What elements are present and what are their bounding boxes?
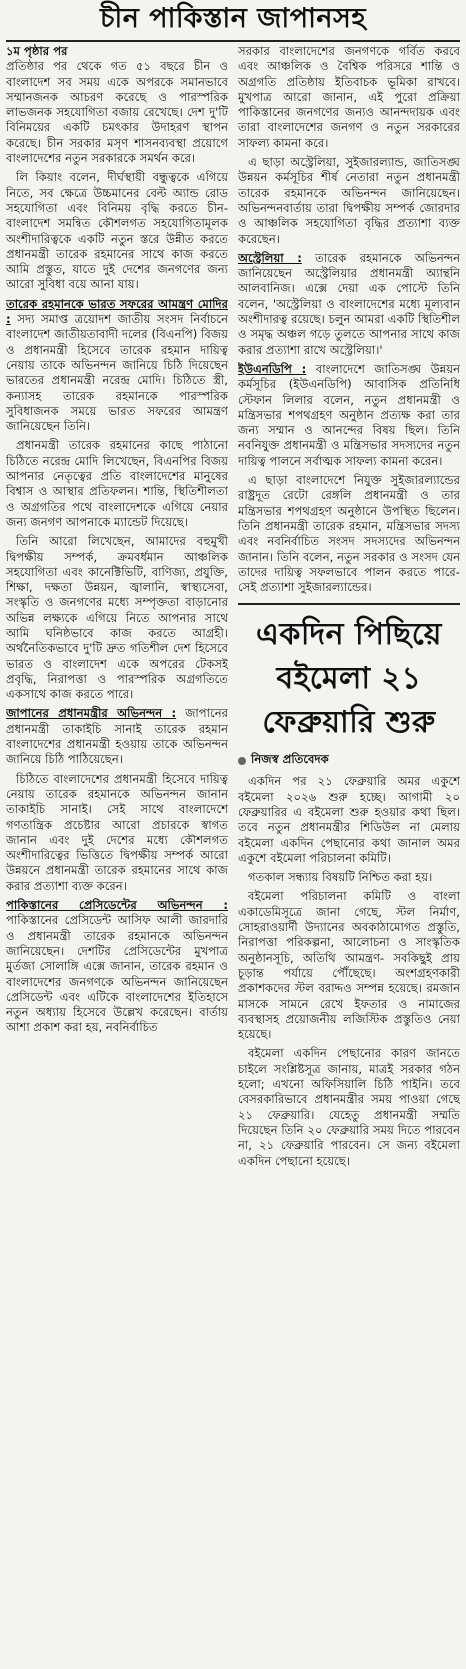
secondary-headline-box xyxy=(238,603,460,745)
article-columns xyxy=(6,44,460,1669)
paragraph-text: বাংলাদেশে জাতিসঙ্ঘ উন্নয়ন কর্মসূচির (ইউএনডিপি) আবাসিক প্রতিনিধি স্টেফান লিলার বলেন, নতুন প্রধানমন্ত্রী ও মন্ত্রিসভার শপথগ্রহণ অনুষ্ঠান প্রত্যক্ষ করা তার জন্য সম্মান ও আনন্দের বিষয় ছিল। তিনি নবনিযুক্ত প্রধানমন্ত্রী ও মন্ত্রিসভার সদস্যদের নতুন দায়িত্ব পালনে সর্বাত্মক সাফল্য কামনা করেন। xyxy=(238,361,460,468)
paragraph: একদিন পর ২১ ফেব্রুয়ারি অমর একুশে বইমেলা ২০২৬ শুরু হচ্ছে। আগামী ২০ ফেব্রুয়ারির এ বইমেলা শুরু হওয়ার কথা ছিল। তবে নতুন প্রধানমন্ত্রীর শিডিউল না মেলায় বইমেলা একদিন পেছানোর কথা জানাল অমর একুশে বইমেলা পরিচালনা কমিটি। xyxy=(238,774,460,865)
section-heading: জাপানের প্রধানমন্ত্রীর অভিনন্দন : xyxy=(6,706,177,721)
paragraph xyxy=(6,706,228,767)
section-heading: অস্ট্রেলিয়া : xyxy=(238,250,302,265)
section-heading: তারেক রহমানকে ভারত সফরের আমন্ত্রণ মোদির : xyxy=(6,296,228,327)
secondary-headline-line: বইমেলা ২১ xyxy=(276,661,422,697)
paragraph-text: তারেক রহমানকে অভিনন্দন জানিয়েছেন অস্ট্রেলিয়ার প্রধানমন্ত্রী অ্যান্থনি আলবানিজ। এক্সে দেয়া এক পোস্টে তিনি বলেন, 'অস্ট্রেলিয়া ও বাংলাদেশের মধ্যে মূল্যবান অংশীদারত্ব রয়েছে। চলুন আমরা একটি স্থিতিশীল ও সমৃদ্ধ অঞ্চল গড়ে তুলতে আপনার সাথে কাজ করার প্রত্যাশা রাখে অস্ট্রেলিয়া।' xyxy=(238,250,460,357)
paragraph xyxy=(238,362,460,469)
section-heading: ইউএনডিপি : xyxy=(238,361,307,376)
paragraph xyxy=(6,898,228,1036)
page-headline: চীন পাকিস্তান জাপানসহ xyxy=(6,0,460,42)
paragraph-text: প্রতিষ্ঠার পর থেকে গত ৫১ বছরে চীন ও বাংলাদেশ সব সময় একে অপরকে সমানভাবে সম্মানজনক আচরণ করেছে ও পারস্পরিক লাভজনক সহযোগিতা বজায় রেখেছে। দেশ দু'টি বিনিময়ের একটি চমৎকার উদাহরণ স্থাপন করেছে। চীন সরকার মসৃণ শাসনব্যবস্থা প্রয়োগে বাংলাদেশের নতুন সরকারকে সমর্থন করে। xyxy=(6,59,228,166)
paragraph xyxy=(6,297,228,435)
paragraph: বইমেলা একদিন পেছানোর কারণ জানতে চাইলে সংশ্লিষ্টসূত্র জানায়, মাত্রই সরকার গঠন হলো; এখনো অফিসিয়ালি চিঠি পাইনি। তবে বেসরকারিভাবে প্রধানমন্ত্রীর সময় পাওয়া গেছে ২১ ফেব্রুয়ারি। যেহেতু প্রধানমন্ত্রী সম্মতি দিয়েছেন তিনি ২০ ফেব্রুয়ারি সময় দিতে পারবেন না, ২১ ফেব্রুয়ারি পারবেন। সে জন্য বইমেলা একদিন পেছানো হয়েছে। xyxy=(238,1046,460,1168)
paragraph-text: পাকিস্তানের প্রেসিডেন্ট আসিফ আলী জারদারি ও প্রধানমন্ত্রী তারেক রহমানকে অভিনন্দন জানিয়েছেন। দেশটির প্রেসিডেন্টের মুখপাত্র মুর্তজা সোলাঙ্গি এক্সে জানান, তারেক রহমান ও বাংলাদেশের জনগণকে অভিনন্দন জানিয়েছেন প্রেসিডেন্ট এবং এটিকে বাংলাদেশের ইতিহাসে নতুন অধ্যায় হিসেবে উল্লেখ করেছেন। বার্তায় আশা প্রকাশ করা হয়, নবনির্বাচিত xyxy=(6,913,228,1035)
paragraph: প্রধানমন্ত্রী তারেক রহমানের কাছে পাঠানো চিঠিতে নরেন্দ্র মোদি লিখেছেন, বিএনপির বিজয় আপনার নেতৃত্বের প্রতি বাংলাদেশের মানুষের বিশ্বাস ও আস্থার প্রতিফলন। শান্তি, স্থিতিশীলতা ও অগ্রগতির পথে বাংলাদেশকে এগিয়ে নেয়ার জন্য জনগণ আপনাকে ম্যান্ডেট দিয়েছে। xyxy=(6,438,228,529)
byline xyxy=(238,751,460,770)
paragraph: সরকার বাংলাদেশের জনগণকে গর্বিত করবে এবং আঞ্চলিক ও বৈশ্বিক পরিসরে শান্তি ও অগ্রগতি প্রতিষ্ঠায় ইতিবাচক ভূমিকা রাখবে। মুখপাত্র আরো জানান, এই পুরো প্রক্রিয়া পাকিস্তানের জনগণের জন্যও আনন্দদায়ক এবং তারা বাংলাদেশের জনগণ ও নতুন সরকারের সাফল্য কামনা করে। xyxy=(238,44,460,150)
paragraph xyxy=(6,44,228,166)
paragraph-text: জাপানের প্রধানমন্ত্রী তাকাইচি সানাই তারেক রহমান বাংলাদেশের প্রধানমন্ত্রী হওয়ায় তাকে অভিনন্দন জানিয়ে চিঠি পাঠিয়েছেন। xyxy=(6,706,228,767)
right-column xyxy=(238,44,460,1669)
paragraph: গতকাল সন্ধ্যায় বিষয়টি নিশ্চিত করা হয়। xyxy=(248,870,433,885)
bullet-icon xyxy=(238,757,246,765)
section-heading: পাকিস্তানের প্রেসিডেন্টের অভিনন্দন : xyxy=(6,898,228,913)
paragraph-text: সদ্য সমাপ্ত ত্রয়োদশ জাতীয় সংসদ নির্বাচনে বাংলাদেশ জাতীয়তাবাদী দলের (বিএনপি) বিজয় ও প্রধানমন্ত্রী হিসেবে তারেক রহমান দায়িত্ব নেয়ায় তাকে অভিনন্দন জানিয়ে চিঠি দিয়েছেন ভারতের প্রধানমন্ত্রী নরেন্দ্র মোদি। চিঠিতে স্ত্রী, কন্যাসহ তারেক রহমানকে পারস্পরিক সুবিধাজনক সময়ে ভারত সফরের আমন্ত্রণ জানিয়েছেন তিনি। xyxy=(6,312,228,434)
paragraph: তিনি আরো লিখেছেন, আমাদের বহুমুখী দ্বিপক্ষীয় সম্পর্ক, ক্রমবর্ধমান আঞ্চলিক সহযোগিতা এবং কানেক্টিভিটি, বাণিজ্য, প্রযুক্তি, শিক্ষা, দক্ষতা উন্নয়ন, জ্বালানি, স্বাস্থ্যসেবা, সংস্কৃতি ও জনগণের মধ্যে সম্পৃক্ততা বাড়ানোর অভিন্ন লক্ষ্যকে এগিয়ে নিতে আপনার সাথে আমি ঘনিষ্ঠভাবে কাজ করতে আগ্রহী। অর্থনৈতিকভাবে দু'টি দ্রুত গতিশীল দেশ হিসেবে ভারত ও বাংলাদেশ একে অপরের টেকসই প্রবৃদ্ধি, নিরাপত্তা ও পারস্পরিক অগ্রগতিতে একসাথে কাজ করতে পারে। xyxy=(6,534,228,702)
paragraph: চিঠিতে বাংলাদেশের প্রধানমন্ত্রী হিসেবে দায়িত্ব নেয়ায় তারেক রহমানকে অভিনন্দন জানান তাকাইচি সানাই। সেই সাথে বাংলাদেশে গণতান্ত্রিক প্রচেষ্টার আরো প্রচারকে স্বাগত জানান এবং দুই দেশের মধ্যে কৌশলগত অংশীদারিত্বের ভিত্তিতে দ্বিপক্ষীয় সম্পর্ক আরো উন্নয়নে প্রধানমন্ত্রী তারেক রহমানের সাথে কাজ করার প্রত্যাশা ব্যক্ত করেন। xyxy=(6,771,228,893)
paragraph: বইমেলা পরিচালনা কমিটি ও বাংলা একাডেমিসূত্রে জানা গেছে, স্টল নির্মাণ, সোহরাওয়ার্দী উদ্যানের অবকাঠামোগত প্রস্তুতি, নিরাপত্তা পরিকল্পনা, আলোচনা ও সাংস্কৃতিক অনুষ্ঠানসূচি, অতিথি আমন্ত্রণ- সবকিছুই প্রায় চূড়ান্ত পর্যায়ে পৌঁছেছে। অংশগ্রহণকারী প্রকাশকদের স্টল বরাদ্দও সম্পন্ন হয়েছে। রমজান মাসকে সামনে রেখে ইফতার ও নামাজের ব্যবস্থাসহ প্রয়োজনীয় লজিস্টিক প্রস্তুতিও নেয়া হয়েছে। xyxy=(238,889,460,1042)
paragraph: এ ছাড়া অস্ট্রেলিয়া, সুইজারল্যান্ড, জাতিসঙ্ঘ উন্নয়ন কর্মসূচির শীর্ষ নেতারা নতুন প্রধানমন্ত্রী তারেক রহমানকে অভিনন্দন জানিয়েছেন। অভিনন্দনবার্তায় তারা দ্বিপক্ষীয় সম্পর্ক জোরদার ও আঞ্চলিক সহযোগিতা বৃদ্ধির প্রত্যাশা ব্যক্ত করেছেন। xyxy=(238,155,460,246)
paragraph xyxy=(238,251,460,358)
secondary-headline-line: ফেব্রুয়ারি শুরু xyxy=(262,705,436,741)
paragraph: এ ছাড়া বাংলাদেশে নিযুক্ত সুইজারল্যান্ডের রাষ্ট্রদূত রেটো রেঙ্গলি প্রধানমন্ত্রী ও তার মন্ত্রিসভার শপথগ্রহণ অনুষ্ঠানে উপস্থিত ছিলেন। তিনি প্রধানমন্ত্রী তারেক রহমান, মন্ত্রিসভার সদস্য এবং নবনির্বাচিত সংসদ সদস্যদের অভিনন্দন জানান। তিনি বলেন, নতুন সরকার ও সংসদ যেন তাদের দায়িত্ব সফলভাবে পালন করতে পারে- সেই প্রত্যাশা সুইজারল্যান্ডের। xyxy=(238,473,460,595)
secondary-headline-line: একদিন পিছিয়ে xyxy=(256,617,442,653)
left-column xyxy=(6,44,228,1669)
byline-text: নিজস্ব প্রতিবেদক xyxy=(251,752,329,767)
continuation-marker: ১ম পৃষ্ঠার পর xyxy=(6,44,68,58)
paragraph: লি কিয়াং বলেন, দীর্ঘস্থায়ী বন্ধুত্বকে এগিয়ে নিতে, সব ক্ষেত্রে উচ্চমানের বেল্ট অ্যান্ড রোড সহযোগিতা এবং বিনিময় বৃদ্ধি করতে চীন-বাংলাদেশ সমন্বিত কৌশলগত সহযোগিতামূলক অংশীদারিত্বকে একটি নতুন স্তরে উন্নীত করতে প্রধানমন্ত্রী তারেক রহমানের সাথে কাজ করতে আমি প্রস্তুত, যাতে দুই দেশের জনগণের জন্য আরো সুবিধা বয়ে আনা যায়। xyxy=(6,170,228,292)
